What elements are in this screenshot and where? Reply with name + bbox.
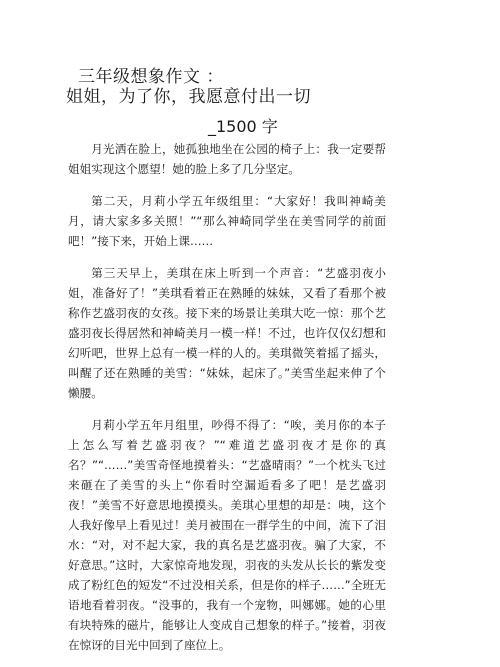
paragraph-3: 第三天早上，美琪在床上听到一个声音：“艺盛羽夜小姐，准备好了！”美琪看着正在熟睡的妹妹，又看了看那个被称作艺盛羽夜的女孩。接下来的场景让美琪大吃一惊：那个艺盛羽夜长得居然和神崎美月一模一样！不过，也许仅仅幻想和幻听吧，世界上总有一模一样的人的。美琪微笑着摇了摇头，叫醒了还在熟睡的美雪：“妹妹，起床了。”美雪坐起来伸了个懒腰。 xyxy=(68,266,386,400)
body-text xyxy=(68,139,386,667)
subtitle-word-count: _1500 字 xyxy=(208,117,278,136)
paragraph-4: 月莉小学五年月组里，吵得不得了：“唉，美月你的本子上怎么写着艺盛羽夜？”“难道艺盛羽夜才是你的真名？”“……”美雪奇怪地摸着头：“艺盛晴雨？”一个枕头飞过来砸在了美雪的头上“你看时空漏逅看多了吧！是艺盛羽夜！”美雪不好意思地摸摸头。美琪心里想的却是：咦，这个人我好像早上看见过！美月被围在一群学生的中间，流下了泪水：“对，对不起大家，我的真名是艺盛羽夜。骗了大家，不好意思。”这时，大家惊奇地发现，羽夜的头发从长长的紫发变成了粉红色的短发“不过没相关系，但是你的样子……”全班无语地看着羽夜。“没事的，我有一个宠物，叫娜娜。她的心里有块特殊的磁片，能够让人变成自己想象的样子。”接着，羽夜在惊讶的目光中回到了座位上。 xyxy=(68,418,386,652)
paragraph-2: 第二天，月莉小学五年级组里：“大家好！我叫神崎美月，请大家多多关照！”“那么神崎同学坐在美雪同学的前面吧！”接下来，开始上课…… xyxy=(68,194,386,248)
paragraph-1: 月光洒在脸上，她孤独地坐在公园的椅子上：我一定要帮姐姐实现这个愿望！她的脸上多了几分坚定。 xyxy=(68,142,386,176)
title-line-2: 姐姐，为了你，我愿意付出一切 xyxy=(66,87,311,107)
title-line-1: 三年级想象作文 ： xyxy=(78,67,224,87)
